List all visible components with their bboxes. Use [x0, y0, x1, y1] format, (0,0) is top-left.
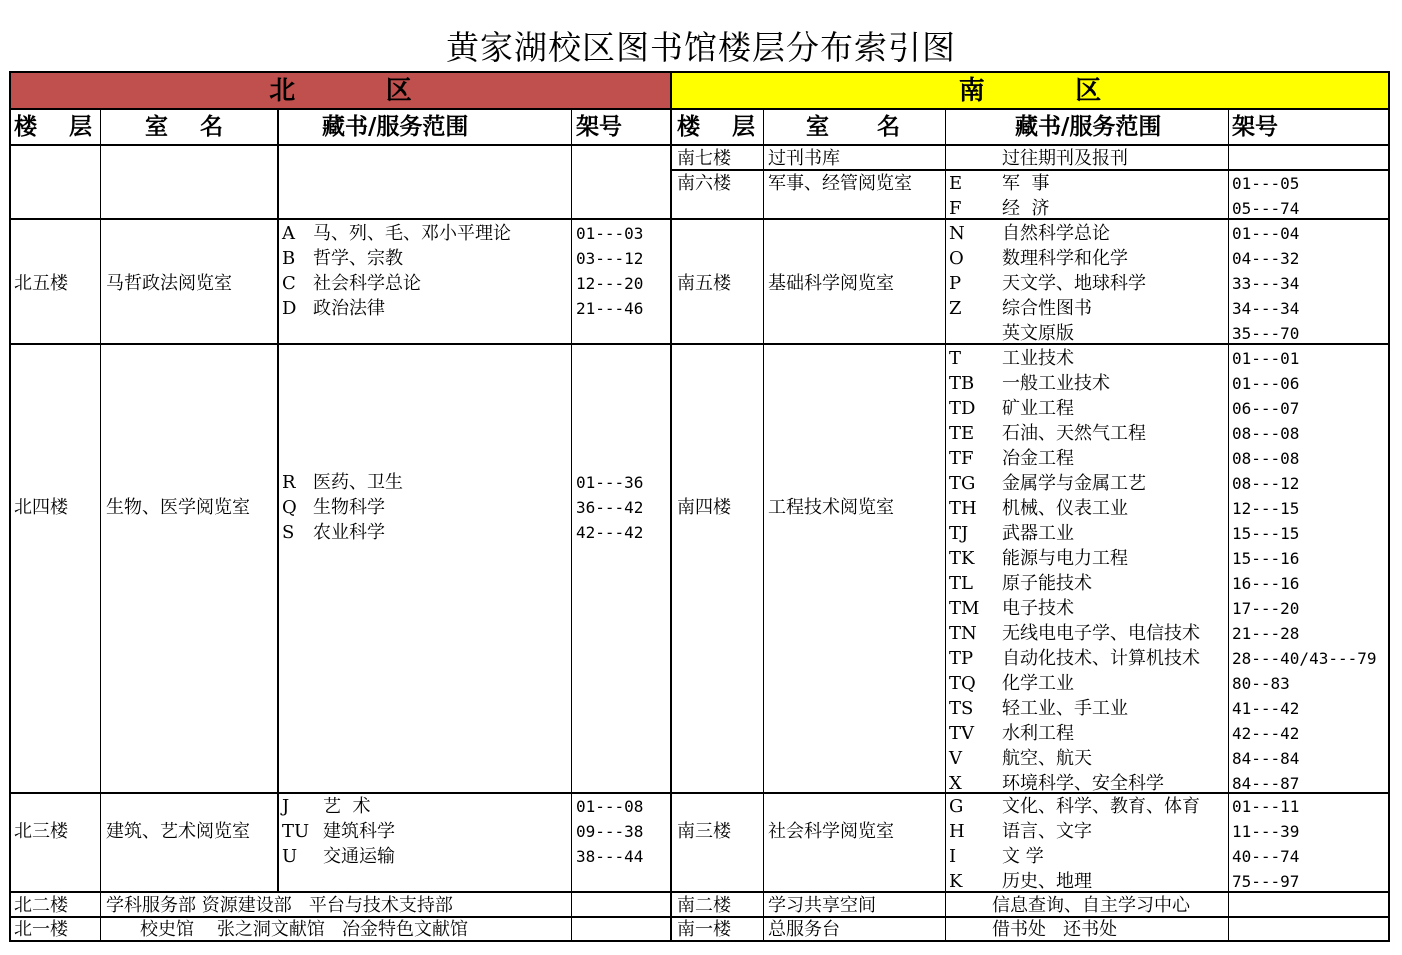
class-code: H	[949, 821, 965, 842]
class-name: 电子技术	[1002, 598, 1074, 619]
class-code: TJ	[949, 523, 969, 544]
class-name: 语言、文字	[1002, 821, 1092, 842]
shelf-range: 11---39	[1232, 822, 1300, 841]
shelf-range: 41---42	[1232, 699, 1300, 718]
class-code: R	[282, 472, 296, 493]
room-name: 军事、经管阅览室	[768, 173, 912, 194]
floor-label: 北五楼	[14, 273, 68, 294]
floor-label: 南七楼	[677, 148, 731, 169]
code-list	[949, 794, 965, 894]
header-floor: 楼 层	[677, 114, 756, 140]
column-divider	[763, 109, 764, 942]
class-code: E	[949, 173, 963, 194]
row-divider	[9, 218, 1390, 220]
room-name: 过刊书库	[768, 148, 840, 169]
table-right-border	[1388, 71, 1390, 942]
class-name: 金属学与金属工艺	[1002, 473, 1146, 494]
category-list	[1002, 794, 1200, 894]
floor-label: 南二楼	[677, 895, 731, 916]
class-name: 天文学、地球科学	[1002, 273, 1146, 294]
class-name: 哲学、宗教	[313, 248, 403, 269]
room-name: 基础科学阅览室	[768, 273, 894, 294]
floor-label: 南四楼	[677, 497, 731, 518]
table-left-border	[9, 71, 11, 942]
class-name: 马、列、毛、邓小平理论	[313, 223, 511, 244]
shelf-range: 08---12	[1232, 474, 1300, 493]
room-name: 生物、医学阅览室	[106, 497, 250, 518]
class-code: F	[949, 198, 962, 219]
shelf-range: 42---42	[1232, 724, 1300, 743]
class-name: 军 事	[1002, 173, 1050, 194]
class-name: 能源与电力工程	[1002, 548, 1128, 569]
class-code: S	[282, 522, 295, 543]
shelf-range: 28---40/43---79	[1232, 649, 1377, 668]
shelf-range: 01---06	[1232, 374, 1300, 393]
column-divider	[277, 109, 279, 892]
service-scope: 过往期刊及报刊	[1002, 148, 1128, 169]
shelf-range: 12---20	[576, 274, 644, 293]
class-name: 历史、地理	[1002, 871, 1092, 892]
code-list	[282, 470, 297, 545]
class-name: 生物科学	[313, 497, 385, 518]
header-room: 室 名	[806, 114, 901, 140]
floor-label: 南五楼	[677, 273, 731, 294]
shelf-range: 01---11	[1232, 797, 1300, 816]
code-list	[949, 346, 979, 796]
table-top-border	[9, 71, 1390, 73]
shelf-range: 01---03	[576, 224, 644, 243]
shelf-range: 16---16	[1232, 574, 1300, 593]
department-list: 学科服务部 资源建设部 平台与技术支持部	[106, 895, 453, 916]
class-code: K	[949, 871, 963, 892]
category-list	[1002, 346, 1200, 796]
class-name: 无线电电子学、电信技术	[1002, 623, 1200, 644]
class-code: TP	[949, 648, 974, 669]
shelf-range: 36---42	[576, 498, 644, 517]
class-name: 社会科学总论	[313, 273, 421, 294]
class-name: 经 济	[1002, 198, 1050, 219]
class-name: 环境科学、安全科学	[1002, 773, 1164, 794]
class-code: C	[282, 273, 296, 294]
class-name: 自动化技术、计算机技术	[1002, 648, 1200, 669]
class-code: U	[282, 846, 298, 867]
category-list	[313, 470, 403, 545]
code-list	[949, 221, 965, 346]
shelf-range: 15---16	[1232, 549, 1300, 568]
class-code: TB	[949, 373, 975, 394]
class-code: O	[949, 248, 964, 269]
shelf-range: 33---34	[1232, 274, 1300, 293]
shelf-range: 34---34	[1232, 299, 1300, 318]
floor-label: 南一楼	[677, 919, 731, 940]
class-name: 化学工业	[1002, 673, 1074, 694]
class-code: V	[949, 748, 962, 769]
shelf-list	[576, 470, 643, 545]
class-code: TK	[949, 548, 975, 569]
shelf-range: 80--83	[1232, 674, 1290, 693]
class-name: 综合性图书	[1002, 298, 1092, 319]
class-name: 交通运输	[323, 846, 395, 867]
shelf-list	[576, 794, 643, 869]
shelf-range: 01---08	[576, 797, 644, 816]
room-name: 工程技术阅览室	[768, 497, 894, 518]
shelf-range: 75---97	[1232, 872, 1300, 891]
room-name: 总服务台	[768, 919, 840, 940]
class-name: 矿业工程	[1002, 398, 1074, 419]
header-shelf: 架号	[576, 114, 622, 140]
shelf-list	[1232, 221, 1299, 346]
shelf-range: 04---32	[1232, 249, 1300, 268]
shelf-range: 01---04	[1232, 224, 1300, 243]
code-list	[282, 221, 296, 321]
department-list: 校史馆 张之洞文献馆 冶金特色文献馆	[140, 919, 469, 940]
class-code: TF	[949, 448, 974, 469]
shelf-range: 01---05	[1232, 174, 1300, 193]
class-name: 机械、仪表工业	[1002, 498, 1128, 519]
shelf-list	[1232, 346, 1377, 796]
shelf-range: 84---84	[1232, 749, 1300, 768]
class-code: TH	[949, 498, 977, 519]
page-title: 黄家湖校区图书馆楼层分布索引图	[446, 28, 956, 67]
region-divider	[670, 71, 672, 942]
class-code: A	[282, 223, 295, 244]
class-name: 工业技术	[1002, 348, 1074, 369]
south-band-label: 南 区	[958, 76, 1102, 106]
column-divider	[945, 109, 946, 942]
class-code: TV	[949, 723, 975, 744]
class-name: 冶金工程	[1002, 448, 1074, 469]
category-list	[1002, 171, 1049, 221]
service-scope: 信息查询、自主学习中心	[992, 895, 1190, 916]
shelf-range: 35---70	[1232, 324, 1300, 343]
class-name: 原子能技术	[1002, 573, 1092, 594]
shelf-range: 17---20	[1232, 599, 1300, 618]
class-code: B	[282, 248, 296, 269]
shelf-range: 01---36	[576, 473, 644, 492]
row-divider	[9, 343, 1390, 345]
class-code: TE	[949, 423, 975, 444]
column-divider	[1228, 109, 1229, 942]
shelf-range: 21---46	[576, 299, 644, 318]
class-code: TN	[949, 623, 977, 644]
room-name: 马哲政法阅览室	[106, 273, 232, 294]
class-name: 文 学	[1002, 846, 1044, 867]
north-band-label: 北 区	[269, 76, 412, 106]
shelf-range: 06---07	[1232, 399, 1300, 418]
class-name: 航空、航天	[1002, 748, 1092, 769]
room-name: 建筑、艺术阅览室	[106, 821, 250, 842]
shelf-range: 08---08	[1232, 449, 1300, 468]
class-code: Z	[949, 298, 962, 319]
class-code: G	[949, 796, 964, 817]
shelf-list	[1232, 794, 1299, 894]
category-list	[313, 221, 511, 321]
class-code: P	[949, 273, 962, 294]
header-shelf: 架号	[1232, 114, 1278, 140]
class-name: 自然科学总论	[1002, 223, 1110, 244]
shelf-range: 40---74	[1232, 847, 1300, 866]
code-list	[949, 171, 962, 221]
class-code: X	[949, 773, 962, 794]
class-name: 武器工业	[1002, 523, 1074, 544]
class-code: D	[282, 298, 297, 319]
shelf-range: 42---42	[576, 523, 644, 542]
shelf-range: 09---38	[576, 822, 644, 841]
class-name: 医药、卫生	[313, 472, 403, 493]
floor-label: 北四楼	[14, 497, 68, 518]
class-code: TG	[949, 473, 976, 494]
class-code: TL	[949, 573, 973, 594]
shelf-range: 05---74	[1232, 199, 1300, 218]
column-divider	[100, 109, 101, 892]
class-code: T	[949, 348, 962, 369]
column-divider	[571, 109, 572, 942]
floor-label: 北三楼	[14, 821, 68, 842]
shelf-list	[576, 221, 643, 321]
shelf-range: 08---08	[1232, 424, 1300, 443]
floor-label: 南六楼	[677, 173, 731, 194]
shelf-range: 12---15	[1232, 499, 1300, 518]
shelf-range: 38---44	[576, 847, 644, 866]
class-code: TM	[949, 598, 980, 619]
class-code: TS	[949, 698, 974, 719]
class-name: 石油、天然气工程	[1002, 423, 1146, 444]
service-scope: 借书处 还书处	[992, 919, 1118, 940]
class-name: 数理科学和化学	[1002, 248, 1128, 269]
class-code: Q	[282, 497, 297, 518]
shelf-range: 84---87	[1232, 774, 1300, 793]
floor-label: 北一楼	[14, 919, 68, 940]
header-scope: 藏书/服务范围	[322, 114, 469, 140]
room-name: 学习共享空间	[768, 895, 876, 916]
class-code: N	[949, 223, 965, 244]
class-name: 一般工业技术	[1002, 373, 1110, 394]
class-name: 艺 术	[323, 796, 371, 817]
class-name: 文化、科学、教育、体育	[1002, 796, 1200, 817]
shelf-range: 01---01	[1232, 349, 1300, 368]
shelf-list	[1232, 171, 1299, 221]
floor-label: 北二楼	[14, 895, 68, 916]
header-scope: 藏书/服务范围	[1015, 114, 1162, 140]
shelf-range: 21---28	[1232, 624, 1300, 643]
class-name: 政治法律	[313, 298, 385, 319]
shelf-range: 03---12	[576, 249, 644, 268]
class-code: TD	[949, 398, 976, 419]
header-room: 室 名	[145, 114, 224, 140]
floor-label: 南三楼	[677, 821, 731, 842]
class-code: TQ	[949, 673, 976, 694]
category-list	[1002, 221, 1146, 346]
class-name: 农业科学	[313, 522, 385, 543]
class-name: 英文原版	[1002, 323, 1074, 344]
class-code: I	[949, 846, 957, 867]
code-list	[282, 794, 309, 869]
class-code: TU	[282, 821, 310, 842]
room-name: 社会科学阅览室	[768, 821, 894, 842]
class-name: 水利工程	[1002, 723, 1074, 744]
shelf-range: 15---15	[1232, 524, 1300, 543]
class-name: 轻工业、手工业	[1002, 698, 1128, 719]
column-divider	[100, 892, 101, 942]
class-name: 建筑科学	[323, 821, 395, 842]
class-code: J	[282, 796, 290, 817]
class-code	[949, 321, 965, 346]
header-floor: 楼 层	[14, 114, 93, 140]
category-list	[323, 794, 395, 869]
